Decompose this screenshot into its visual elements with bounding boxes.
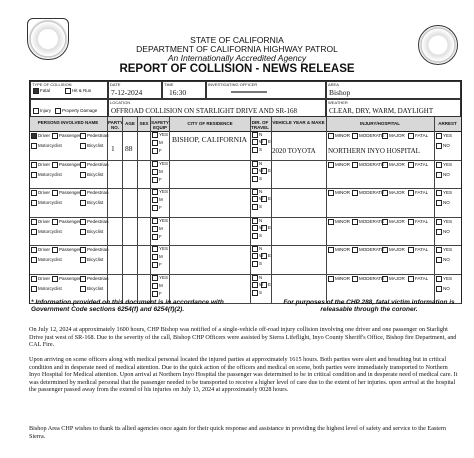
motorcyclist-checkbox[interactable] <box>31 172 62 178</box>
injury-fatal-label: FATAL <box>415 218 429 224</box>
col-age: AGE <box>125 121 135 126</box>
n-label: N <box>259 160 263 166</box>
injury-minor-checkbox[interactable] <box>328 190 350 196</box>
location-value: OFFROAD COLLISION ON STARLIGHT DRIVE AND SR-168 <box>111 107 297 115</box>
injury-moderate-label: MODERATE <box>359 161 385 167</box>
driver-checkbox[interactable] <box>31 219 50 225</box>
narrative-paragraph-3: Bishop Area CHP wishes to thank its allied agencies once again for their quick response and assistance in providing the highest level of safety and service to the Eastern Sierra. <box>29 425 446 440</box>
time-value: 16:30 <box>169 88 187 97</box>
m-label: M <box>159 197 163 203</box>
arrest-no-checkbox[interactable] <box>436 143 450 149</box>
arrest-yes-checkbox[interactable] <box>436 276 452 282</box>
dir-s-checkbox[interactable] <box>252 147 262 153</box>
w-label: W <box>259 253 264 259</box>
area-cell <box>326 81 461 99</box>
n-label: N <box>259 189 263 195</box>
sex-m-checkbox[interactable] <box>152 197 163 203</box>
dir-s-checkbox[interactable] <box>252 204 262 210</box>
injury-moderate-label: MODERATE <box>359 218 385 224</box>
safety-yes-checkbox[interactable] <box>152 275 168 281</box>
injury-moderate-checkbox[interactable] <box>352 276 384 282</box>
motorcyclist-checkbox[interactable] <box>31 200 62 206</box>
state-heading: STATE OF CALIFORNIA <box>190 35 284 45</box>
passenger-label: Passenger <box>59 276 81 282</box>
driver-checkbox[interactable] <box>31 190 50 196</box>
location-cell <box>108 99 326 117</box>
pedestrian-checkbox[interactable] <box>80 190 109 196</box>
narrative-paragraph-2: Upon arriving on scene officers along with medical personal located the injured parties at approximately 1615 hours. Both parties were alert and breathing but in critical condition and in desperate need of medical attention. Due to the quick action of the officers and medical on scene, both parties were immediately transported to Northern Inyo Hospital for Medical attention. Upon arrival at Northern Inyo Hospital the passenger was determined to be in critical condition and in desperate need of medical care. It was determined by medical personal that the passenger needed to be transported to receive a higher level of care due to the extent of her injuries. upon arrival at the hospital the passenger passed away from the extend of his injuries on July 13, 2024 at approximately 0028 hours. <box>29 356 458 394</box>
injury-moderate-label: MODERATE <box>359 133 385 139</box>
col-arrest: ARREST <box>438 121 457 126</box>
sex-f-checkbox[interactable] <box>152 291 162 297</box>
injury-moderate-label: MODERATE <box>359 190 385 196</box>
injury-major-label: MAJOR <box>389 190 405 196</box>
motorcyclist-label: Motorcyclist <box>38 200 62 206</box>
arrest-no-checkbox[interactable] <box>436 172 450 178</box>
dir-n-checkbox[interactable] <box>252 161 262 167</box>
f-label: F <box>159 205 162 211</box>
passenger-checkbox[interactable] <box>52 219 81 225</box>
safety-yes-checkbox[interactable] <box>152 218 168 224</box>
sex-f-checkbox[interactable] <box>152 262 162 268</box>
bicyclist-checkbox[interactable] <box>80 143 103 149</box>
injury-moderate-checkbox[interactable] <box>352 133 384 139</box>
arrest-no-checkbox[interactable] <box>436 286 450 292</box>
pedestrian-checkbox[interactable] <box>80 162 109 168</box>
hospital-value: NORTHERN INYO HOSPITAL <box>328 147 420 155</box>
dir-e-checkbox[interactable] <box>261 225 271 231</box>
motorcyclist-checkbox[interactable] <box>31 257 62 263</box>
s-label: S <box>259 290 263 296</box>
sex-m-checkbox[interactable] <box>152 169 163 175</box>
age-value: 88 <box>125 144 133 153</box>
sex-m-checkbox[interactable] <box>152 226 163 232</box>
pedestrian-label: Pedestrian <box>87 161 109 167</box>
narrative-paragraph-1: On July 12, 2024 at approximately 1600 hours, CHP Bishop was notified of a single-vehicle off-road injury collision involving one driver and one passenger on Starlight Drive just west of SR-168. Due to the severity of the call, Bishop CHP Officers were assisted by Sierra Lifeflight, Inyo County Sheriff's Office, Bishop fire Department, and CAL Fire. <box>29 326 457 349</box>
pedestrian-label: Pedestrian <box>87 218 109 224</box>
collision-form <box>29 80 462 304</box>
arrest-yes-checkbox[interactable] <box>436 133 452 139</box>
collision-type-cell <box>30 81 108 99</box>
w-label: W <box>259 282 264 288</box>
yes-label: YES <box>159 217 169 223</box>
fatal-label: Fatal <box>40 88 51 94</box>
w-label: W <box>259 167 264 173</box>
motorcyclist-checkbox[interactable] <box>31 143 62 149</box>
department-heading: DEPARTMENT OF CALIFORNIA HIGHWAY PATROL <box>136 44 338 54</box>
n-label: N <box>259 217 263 223</box>
injury-major-checkbox[interactable] <box>382 219 405 225</box>
m-label: M <box>159 168 163 174</box>
driver-checkbox[interactable] <box>31 276 50 282</box>
injury-moderate-label: MODERATE <box>359 276 385 282</box>
arrest-no-checkbox[interactable] <box>436 200 450 206</box>
injury-major-label: MAJOR <box>389 161 405 167</box>
n-label: N <box>259 275 263 281</box>
city-value: BISHOP, CALIFORNIA <box>172 135 248 144</box>
arrest-yes-checkbox[interactable] <box>436 190 452 196</box>
motorcyclist-label: Motorcyclist <box>38 286 62 292</box>
injury-major-label: MAJOR <box>389 133 405 139</box>
collision-type-label: TYPE OF COLLISION <box>32 82 72 87</box>
yes-label: YES <box>159 132 169 138</box>
f-label: F <box>159 291 162 297</box>
m-label: M <box>159 140 163 146</box>
injury-moderate-checkbox[interactable] <box>352 247 384 253</box>
injury-major-checkbox[interactable] <box>382 247 405 253</box>
arrest-no-label: NO <box>443 228 450 234</box>
col-vehicle: VEHICLE YEAR & MAKE <box>272 120 325 125</box>
safety-yes-checkbox[interactable] <box>152 132 168 138</box>
injury-fatal-checkbox[interactable] <box>408 276 428 282</box>
injury-moderate-checkbox[interactable] <box>352 162 384 168</box>
injury-major-checkbox[interactable] <box>382 133 405 139</box>
injury-moderate-checkbox[interactable] <box>352 190 384 196</box>
injury-fatal-checkbox[interactable] <box>408 190 428 196</box>
arrest-yes-label: YES <box>443 247 453 253</box>
dir-n-checkbox[interactable] <box>252 218 262 224</box>
hitrun-checkbox[interactable] <box>65 88 91 94</box>
bicyclist-checkbox[interactable] <box>80 200 103 206</box>
injury-fatal-checkbox[interactable] <box>408 162 428 168</box>
injury-minor-checkbox[interactable] <box>328 162 350 168</box>
injury-moderate-label: MODERATE <box>359 247 385 253</box>
bicyclist-checkbox[interactable] <box>80 172 103 178</box>
dir-s-checkbox[interactable] <box>252 261 262 267</box>
yes-label: YES <box>159 275 169 281</box>
driver-label: Driver <box>38 276 50 282</box>
arrest-yes-label: YES <box>443 190 453 196</box>
injury-fatal-label: FATAL <box>415 133 429 139</box>
sex-m-checkbox[interactable] <box>152 254 163 260</box>
property-label: Property Damage <box>62 108 98 114</box>
injury-fatal-label: FATAL <box>415 190 429 196</box>
bicyclist-checkbox[interactable] <box>80 257 103 263</box>
safety-yes-checkbox[interactable] <box>152 189 168 195</box>
col-party: PARTY NO. <box>108 120 123 130</box>
injury-minor-label: MINOR <box>335 190 350 196</box>
area-value: Bishop <box>329 88 351 97</box>
arrest-yes-checkbox[interactable] <box>436 162 452 168</box>
injury-major-checkbox[interactable] <box>382 276 405 282</box>
injury-minor-label: MINOR <box>335 133 350 139</box>
f-label: F <box>159 148 162 154</box>
property-checkbox[interactable] <box>55 108 97 114</box>
bicyclist-label: Bicyclist <box>87 171 104 177</box>
dir-e-checkbox[interactable] <box>261 282 271 288</box>
arrest-yes-label: YES <box>443 161 453 167</box>
passenger-label: Passenger <box>59 190 81 196</box>
table-row <box>30 188 461 218</box>
s-label: S <box>259 204 263 210</box>
bicyclist-label: Bicyclist <box>87 286 104 292</box>
date-label: DATE <box>110 82 121 87</box>
s-label: S <box>259 147 263 153</box>
passenger-label: Passenger <box>59 247 81 253</box>
time-label: TIME <box>164 82 174 87</box>
motorcyclist-checkbox[interactable] <box>31 229 62 235</box>
passenger-checkbox[interactable] <box>52 276 81 282</box>
weather-value: CLEAR, DRY, WARM, DAYLIGHT <box>329 107 434 115</box>
w-label: W <box>259 224 264 230</box>
weather-cell <box>326 99 461 117</box>
bicyclist-label: Bicyclist <box>87 143 104 149</box>
passenger-checkbox[interactable] <box>52 247 81 253</box>
arrest-yes-checkbox[interactable] <box>436 247 452 253</box>
date-value: 7-12-2024 <box>111 88 143 97</box>
report-title: REPORT OF COLLISION - NEWS RELEASE <box>119 63 355 75</box>
pedestrian-checkbox[interactable] <box>80 133 109 139</box>
table-header <box>30 117 461 132</box>
injury-fatal-checkbox[interactable] <box>408 133 428 139</box>
motorcyclist-label: Motorcyclist <box>38 171 62 177</box>
passenger-checkbox[interactable] <box>52 190 81 196</box>
injury-minor-label: MINOR <box>335 247 350 253</box>
safety-yes-checkbox[interactable] <box>152 161 168 167</box>
e-label: E <box>268 224 272 230</box>
dir-n-checkbox[interactable] <box>252 189 262 195</box>
fatal-checkbox[interactable] <box>33 88 50 94</box>
injury-minor-label: MINOR <box>335 218 350 224</box>
injury-fatal-checkbox[interactable] <box>408 247 428 253</box>
table-row <box>30 131 461 161</box>
dir-e-checkbox[interactable] <box>261 196 271 202</box>
pedestrian-label: Pedestrian <box>87 190 109 196</box>
e-label: E <box>268 282 272 288</box>
sex-f-checkbox[interactable] <box>152 148 162 154</box>
motorcyclist-checkbox[interactable] <box>31 286 62 292</box>
injury-checkbox[interactable] <box>33 108 51 114</box>
dir-e-checkbox[interactable] <box>261 139 271 145</box>
s-label: S <box>259 175 263 181</box>
bicyclist-label: Bicyclist <box>87 200 104 206</box>
driver-label: Driver <box>38 161 50 167</box>
table-row <box>30 245 461 275</box>
table-row <box>30 160 461 190</box>
col-safety: SAFETY EQUIP <box>151 120 169 130</box>
e-label: E <box>268 196 272 202</box>
f-label: F <box>159 262 162 268</box>
injury-major-checkbox[interactable] <box>382 162 405 168</box>
yes-label: YES <box>159 189 169 195</box>
dir-s-checkbox[interactable] <box>252 233 262 239</box>
sex-m-checkbox[interactable] <box>152 283 163 289</box>
f-label: F <box>159 176 162 182</box>
driver-label: Driver <box>38 133 50 139</box>
arrest-no-label: NO <box>443 286 450 292</box>
injury-fatal-label: FATAL <box>415 247 429 253</box>
party-no-value: 1 <box>111 144 115 153</box>
driver-label: Driver <box>38 218 50 224</box>
officer-redaction <box>231 91 267 93</box>
sex-m-checkbox[interactable] <box>152 140 163 146</box>
dir-e-checkbox[interactable] <box>261 253 271 259</box>
n-label: N <box>259 246 263 252</box>
dir-e-checkbox[interactable] <box>261 168 271 174</box>
arrest-no-label: NO <box>443 171 450 177</box>
hitrun-label: Hit & Run <box>72 88 92 94</box>
passenger-checkbox[interactable] <box>52 162 81 168</box>
n-label: N <box>259 132 263 138</box>
passenger-label: Passenger <box>59 161 81 167</box>
sex-f-checkbox[interactable] <box>152 234 162 240</box>
pedestrian-label: Pedestrian <box>87 276 109 282</box>
safety-yes-checkbox[interactable] <box>152 246 168 252</box>
collision-type-cell-2 <box>30 99 108 117</box>
injury-moderate-checkbox[interactable] <box>352 219 384 225</box>
s-label: S <box>259 261 263 267</box>
m-label: M <box>159 283 163 289</box>
pedestrian-checkbox[interactable] <box>80 219 109 225</box>
accreditation-line: An Internationally Accredited Agency <box>167 53 307 63</box>
w-label: W <box>259 139 264 145</box>
arrest-yes-label: YES <box>443 218 453 224</box>
e-label: E <box>268 167 272 173</box>
dir-s-checkbox[interactable] <box>252 290 262 296</box>
arrest-no-checkbox[interactable] <box>436 257 450 263</box>
bicyclist-checkbox[interactable] <box>80 286 103 292</box>
injury-major-label: MAJOR <box>389 247 405 253</box>
arrest-no-checkbox[interactable] <box>436 229 450 235</box>
weather-label: WEATHER <box>328 100 348 105</box>
pedestrian-label: Pedestrian <box>87 247 109 253</box>
col-persons: PERSONS INVOLVED NAME <box>37 120 99 125</box>
col-dir: DIR. OF TRAVEL <box>251 120 269 130</box>
injury-major-label: MAJOR <box>389 218 405 224</box>
driver-label: Driver <box>38 247 50 253</box>
pedestrian-label: Pedestrian <box>87 133 109 139</box>
passenger-label: Passenger <box>59 218 81 224</box>
driver-checkbox[interactable] <box>31 133 50 139</box>
injury-fatal-label: FATAL <box>415 276 429 282</box>
m-label: M <box>159 225 163 231</box>
location-label: LOCATION <box>110 100 131 105</box>
injury-minor-label: MINOR <box>335 161 350 167</box>
driver-checkbox[interactable] <box>31 162 50 168</box>
passenger-label: Passenger <box>59 133 81 139</box>
e-label: E <box>268 253 272 259</box>
yes-label: YES <box>159 160 169 166</box>
col-city: CITY OF RESIDENCE <box>187 121 233 126</box>
arrest-no-label: NO <box>443 257 450 263</box>
table-row <box>30 217 461 247</box>
sex-f-checkbox[interactable] <box>152 205 162 211</box>
time-cell <box>162 81 206 99</box>
f-label: F <box>159 233 162 239</box>
arrest-yes-label: YES <box>443 133 453 139</box>
col-injury: INJURY/HOSPITAL <box>359 121 400 126</box>
dir-n-checkbox[interactable] <box>252 132 262 138</box>
s-label: S <box>259 232 263 238</box>
area-label: AREA <box>328 82 339 87</box>
e-label: E <box>268 139 272 145</box>
pedestrian-checkbox[interactable] <box>80 276 109 282</box>
officer-cell <box>206 81 326 99</box>
injury-fatal-checkbox[interactable] <box>408 219 428 225</box>
passenger-checkbox[interactable] <box>52 133 81 139</box>
yes-label: YES <box>159 246 169 252</box>
vehicle-value: 2020 TOYOTA <box>272 147 316 155</box>
dir-s-checkbox[interactable] <box>252 176 262 182</box>
sex-f-checkbox[interactable] <box>152 177 162 183</box>
footer-left-note: * Information provided on this document is in accordance with Government Code sections 6254(f) and 6254(f)(2). <box>31 299 224 313</box>
driver-checkbox[interactable] <box>31 247 50 253</box>
m-label: M <box>159 254 163 260</box>
arrest-no-label: NO <box>443 143 450 149</box>
injury-fatal-label: FATAL <box>415 161 429 167</box>
injury-minor-checkbox[interactable] <box>328 276 350 282</box>
injury-minor-checkbox[interactable] <box>328 219 350 225</box>
injury-major-label: MAJOR <box>389 276 405 282</box>
driver-label: Driver <box>38 190 50 196</box>
pedestrian-checkbox[interactable] <box>80 247 109 253</box>
motorcyclist-label: Motorcyclist <box>38 257 62 263</box>
arrest-yes-label: YES <box>443 276 453 282</box>
injury-minor-checkbox[interactable] <box>328 133 350 139</box>
bicyclist-checkbox[interactable] <box>80 229 103 235</box>
arrest-no-label: NO <box>443 200 450 206</box>
officer-label: INVESTIGATING OFFICER <box>208 82 258 87</box>
date-cell <box>108 81 162 99</box>
dir-n-checkbox[interactable] <box>252 275 262 281</box>
w-label: W <box>259 196 264 202</box>
injury-minor-checkbox[interactable] <box>328 247 350 253</box>
dir-n-checkbox[interactable] <box>252 246 262 252</box>
motorcyclist-label: Motorcyclist <box>38 228 62 234</box>
bicyclist-label: Bicyclist <box>87 228 104 234</box>
injury-minor-label: MINOR <box>335 276 350 282</box>
bicyclist-label: Bicyclist <box>87 257 104 263</box>
arrest-yes-checkbox[interactable] <box>436 219 452 225</box>
footer-right-note: For purposes of the CHP 288, fatal victim information is releasable through the coroner. <box>283 299 455 313</box>
injury-label: Injury <box>40 108 52 114</box>
motorcyclist-label: Motorcyclist <box>38 143 62 149</box>
injury-major-checkbox[interactable] <box>382 190 405 196</box>
col-sex: SEX <box>139 121 149 126</box>
